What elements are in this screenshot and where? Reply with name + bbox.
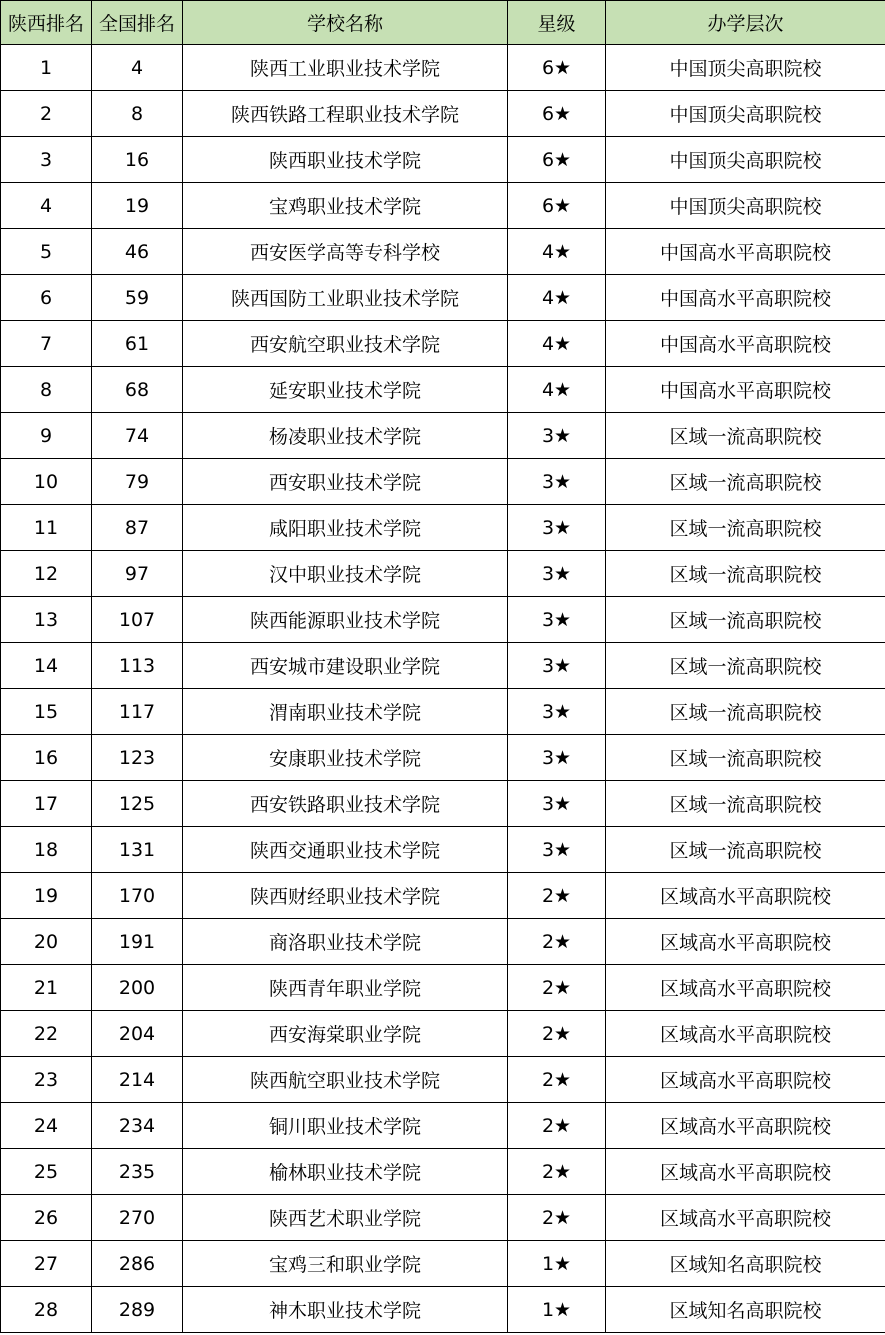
school-name-cell: 西安航空职业技术学院 xyxy=(183,321,508,367)
star-level-cell: 6★ xyxy=(508,45,606,91)
star-level-cell: 3★ xyxy=(508,459,606,505)
school-level-cell: 区域高水平高职院校 xyxy=(606,1057,885,1103)
school-name-cell: 陕西职业技术学院 xyxy=(183,137,508,183)
star-level-cell: 2★ xyxy=(508,1103,606,1149)
school-name-cell: 延安职业技术学院 xyxy=(183,367,508,413)
star-level-cell: 6★ xyxy=(508,183,606,229)
national-rank-cell: 200 xyxy=(92,965,183,1011)
star-level-cell: 3★ xyxy=(508,551,606,597)
star-level-cell: 3★ xyxy=(508,735,606,781)
school-name-cell: 陕西国防工业职业技术学院 xyxy=(183,275,508,321)
shaanxi-rank-cell: 5 xyxy=(1,229,92,275)
school-name-cell: 汉中职业技术学院 xyxy=(183,551,508,597)
header-school-level: 办学层次 xyxy=(606,1,885,45)
school-name-cell: 榆林职业技术学院 xyxy=(183,1149,508,1195)
school-name-cell: 西安医学高等专科学校 xyxy=(183,229,508,275)
shaanxi-rank-cell: 24 xyxy=(1,1103,92,1149)
shaanxi-rank-cell: 11 xyxy=(1,505,92,551)
star-level-cell: 3★ xyxy=(508,689,606,735)
school-level-cell: 区域高水平高职院校 xyxy=(606,1195,885,1241)
table-row xyxy=(1,643,885,689)
table-row xyxy=(1,597,885,643)
table-body xyxy=(1,45,885,1333)
star-level-cell: 2★ xyxy=(508,1195,606,1241)
table-row xyxy=(1,321,885,367)
school-level-cell: 区域高水平高职院校 xyxy=(606,919,885,965)
national-rank-cell: 214 xyxy=(92,1057,183,1103)
national-rank-cell: 4 xyxy=(92,45,183,91)
table-row xyxy=(1,781,885,827)
table-row xyxy=(1,275,885,321)
school-name-cell: 神木职业技术学院 xyxy=(183,1287,508,1333)
school-level-cell: 区域一流高职院校 xyxy=(606,781,885,827)
star-level-cell: 2★ xyxy=(508,873,606,919)
table-row xyxy=(1,1011,885,1057)
shaanxi-rank-cell: 15 xyxy=(1,689,92,735)
star-level-cell: 3★ xyxy=(508,827,606,873)
star-level-cell: 3★ xyxy=(508,781,606,827)
star-level-cell: 2★ xyxy=(508,919,606,965)
national-rank-cell: 74 xyxy=(92,413,183,459)
star-level-cell: 3★ xyxy=(508,505,606,551)
national-rank-cell: 125 xyxy=(92,781,183,827)
star-level-cell: 2★ xyxy=(508,1057,606,1103)
national-rank-cell: 170 xyxy=(92,873,183,919)
table-row xyxy=(1,873,885,919)
school-level-cell: 中国高水平高职院校 xyxy=(606,321,885,367)
school-name-cell: 陕西青年职业学院 xyxy=(183,965,508,1011)
star-level-cell: 4★ xyxy=(508,367,606,413)
shaanxi-rank-cell: 2 xyxy=(1,91,92,137)
shaanxi-rank-cell: 3 xyxy=(1,137,92,183)
table-row xyxy=(1,1287,885,1333)
school-name-cell: 陕西交通职业技术学院 xyxy=(183,827,508,873)
shaanxi-rank-cell: 9 xyxy=(1,413,92,459)
table-row xyxy=(1,459,885,505)
star-level-cell: 4★ xyxy=(508,229,606,275)
shaanxi-rank-cell: 19 xyxy=(1,873,92,919)
header-shaanxi-rank: 陕西排名 xyxy=(1,1,92,45)
school-name-cell: 铜川职业技术学院 xyxy=(183,1103,508,1149)
table-row xyxy=(1,919,885,965)
school-level-cell: 区域知名高职院校 xyxy=(606,1241,885,1287)
national-rank-cell: 79 xyxy=(92,459,183,505)
header-national-rank: 全国排名 xyxy=(92,1,183,45)
star-level-cell: 2★ xyxy=(508,1149,606,1195)
school-name-cell: 陕西铁路工程职业技术学院 xyxy=(183,91,508,137)
shaanxi-rank-cell: 12 xyxy=(1,551,92,597)
table-row xyxy=(1,229,885,275)
school-level-cell: 区域高水平高职院校 xyxy=(606,1011,885,1057)
school-level-cell: 区域一流高职院校 xyxy=(606,459,885,505)
table-row xyxy=(1,1195,885,1241)
national-rank-cell: 234 xyxy=(92,1103,183,1149)
table-row xyxy=(1,1241,885,1287)
school-level-cell: 中国高水平高职院校 xyxy=(606,367,885,413)
national-rank-cell: 61 xyxy=(92,321,183,367)
national-rank-cell: 8 xyxy=(92,91,183,137)
school-level-cell: 区域知名高职院校 xyxy=(606,1287,885,1333)
school-name-cell: 西安铁路职业技术学院 xyxy=(183,781,508,827)
shaanxi-rank-cell: 6 xyxy=(1,275,92,321)
star-level-cell: 4★ xyxy=(508,321,606,367)
star-level-cell: 3★ xyxy=(508,597,606,643)
shaanxi-rank-cell: 7 xyxy=(1,321,92,367)
shaanxi-rank-cell: 22 xyxy=(1,1011,92,1057)
school-name-cell: 陕西艺术职业学院 xyxy=(183,1195,508,1241)
national-rank-cell: 270 xyxy=(92,1195,183,1241)
school-level-cell: 区域一流高职院校 xyxy=(606,597,885,643)
shaanxi-rank-cell: 18 xyxy=(1,827,92,873)
table-row xyxy=(1,505,885,551)
school-level-cell: 中国高水平高职院校 xyxy=(606,229,885,275)
school-name-cell: 西安城市建设职业学院 xyxy=(183,643,508,689)
shaanxi-rank-cell: 14 xyxy=(1,643,92,689)
school-level-cell: 中国顶尖高职院校 xyxy=(606,183,885,229)
school-level-cell: 区域高水平高职院校 xyxy=(606,1103,885,1149)
national-rank-cell: 107 xyxy=(92,597,183,643)
school-level-cell: 中国顶尖高职院校 xyxy=(606,91,885,137)
table-row xyxy=(1,137,885,183)
star-level-cell: 4★ xyxy=(508,275,606,321)
school-level-cell: 中国顶尖高职院校 xyxy=(606,137,885,183)
table-header xyxy=(1,1,885,45)
shaanxi-rank-cell: 20 xyxy=(1,919,92,965)
table-row xyxy=(1,91,885,137)
school-name-cell: 安康职业技术学院 xyxy=(183,735,508,781)
table-row xyxy=(1,45,885,91)
school-name-cell: 陕西航空职业技术学院 xyxy=(183,1057,508,1103)
national-rank-cell: 46 xyxy=(92,229,183,275)
school-name-cell: 杨凌职业技术学院 xyxy=(183,413,508,459)
header-star-level: 星级 xyxy=(508,1,606,45)
school-level-cell: 区域高水平高职院校 xyxy=(606,873,885,919)
star-level-cell: 6★ xyxy=(508,137,606,183)
table-row xyxy=(1,827,885,873)
table-row xyxy=(1,1103,885,1149)
national-rank-cell: 68 xyxy=(92,367,183,413)
shaanxi-rank-cell: 4 xyxy=(1,183,92,229)
school-name-cell: 陕西工业职业技术学院 xyxy=(183,45,508,91)
school-name-cell: 咸阳职业技术学院 xyxy=(183,505,508,551)
star-level-cell: 2★ xyxy=(508,1011,606,1057)
shaanxi-rank-cell: 23 xyxy=(1,1057,92,1103)
table-row xyxy=(1,735,885,781)
school-level-cell: 区域一流高职院校 xyxy=(606,689,885,735)
school-name-cell: 商洛职业技术学院 xyxy=(183,919,508,965)
national-rank-cell: 16 xyxy=(92,137,183,183)
school-level-cell: 区域一流高职院校 xyxy=(606,827,885,873)
school-name-cell: 西安职业技术学院 xyxy=(183,459,508,505)
national-rank-cell: 87 xyxy=(92,505,183,551)
shaanxi-rank-cell: 16 xyxy=(1,735,92,781)
school-name-cell: 陕西财经职业技术学院 xyxy=(183,873,508,919)
national-rank-cell: 204 xyxy=(92,1011,183,1057)
school-name-cell: 宝鸡三和职业学院 xyxy=(183,1241,508,1287)
national-rank-cell: 286 xyxy=(92,1241,183,1287)
school-name-cell: 西安海棠职业学院 xyxy=(183,1011,508,1057)
shaanxi-rank-cell: 26 xyxy=(1,1195,92,1241)
national-rank-cell: 123 xyxy=(92,735,183,781)
table-row xyxy=(1,689,885,735)
table-row xyxy=(1,413,885,459)
national-rank-cell: 117 xyxy=(92,689,183,735)
star-level-cell: 6★ xyxy=(508,91,606,137)
shaanxi-rank-cell: 21 xyxy=(1,965,92,1011)
star-level-cell: 2★ xyxy=(508,965,606,1011)
shaanxi-rank-cell: 13 xyxy=(1,597,92,643)
national-rank-cell: 289 xyxy=(92,1287,183,1333)
shaanxi-rank-cell: 8 xyxy=(1,367,92,413)
table-row xyxy=(1,367,885,413)
shaanxi-rank-cell: 25 xyxy=(1,1149,92,1195)
school-level-cell: 区域一流高职院校 xyxy=(606,551,885,597)
school-level-cell: 区域一流高职院校 xyxy=(606,505,885,551)
national-rank-cell: 59 xyxy=(92,275,183,321)
table-row xyxy=(1,965,885,1011)
school-level-cell: 中国高水平高职院校 xyxy=(606,275,885,321)
star-level-cell: 1★ xyxy=(508,1241,606,1287)
school-level-cell: 区域高水平高职院校 xyxy=(606,1149,885,1195)
star-level-cell: 3★ xyxy=(508,413,606,459)
shaanxi-rank-cell: 10 xyxy=(1,459,92,505)
national-rank-cell: 235 xyxy=(92,1149,183,1195)
school-name-cell: 陕西能源职业技术学院 xyxy=(183,597,508,643)
national-rank-cell: 191 xyxy=(92,919,183,965)
shaanxi-rank-cell: 1 xyxy=(1,45,92,91)
national-rank-cell: 131 xyxy=(92,827,183,873)
table-row xyxy=(1,1057,885,1103)
school-name-cell: 渭南职业技术学院 xyxy=(183,689,508,735)
school-level-cell: 区域高水平高职院校 xyxy=(606,965,885,1011)
school-name-cell: 宝鸡职业技术学院 xyxy=(183,183,508,229)
table-row xyxy=(1,1149,885,1195)
school-level-cell: 区域一流高职院校 xyxy=(606,735,885,781)
school-level-cell: 区域一流高职院校 xyxy=(606,643,885,689)
star-level-cell: 1★ xyxy=(508,1287,606,1333)
national-rank-cell: 19 xyxy=(92,183,183,229)
header-row xyxy=(1,1,885,45)
shaanxi-rank-cell: 17 xyxy=(1,781,92,827)
header-school-name: 学校名称 xyxy=(183,1,508,45)
shaanxi-rank-cell: 27 xyxy=(1,1241,92,1287)
table-row xyxy=(1,183,885,229)
table-row xyxy=(1,551,885,597)
national-rank-cell: 113 xyxy=(92,643,183,689)
shaanxi-rank-cell: 28 xyxy=(1,1287,92,1333)
school-level-cell: 中国顶尖高职院校 xyxy=(606,45,885,91)
national-rank-cell: 97 xyxy=(92,551,183,597)
school-level-cell: 区域一流高职院校 xyxy=(606,413,885,459)
star-level-cell: 3★ xyxy=(508,643,606,689)
